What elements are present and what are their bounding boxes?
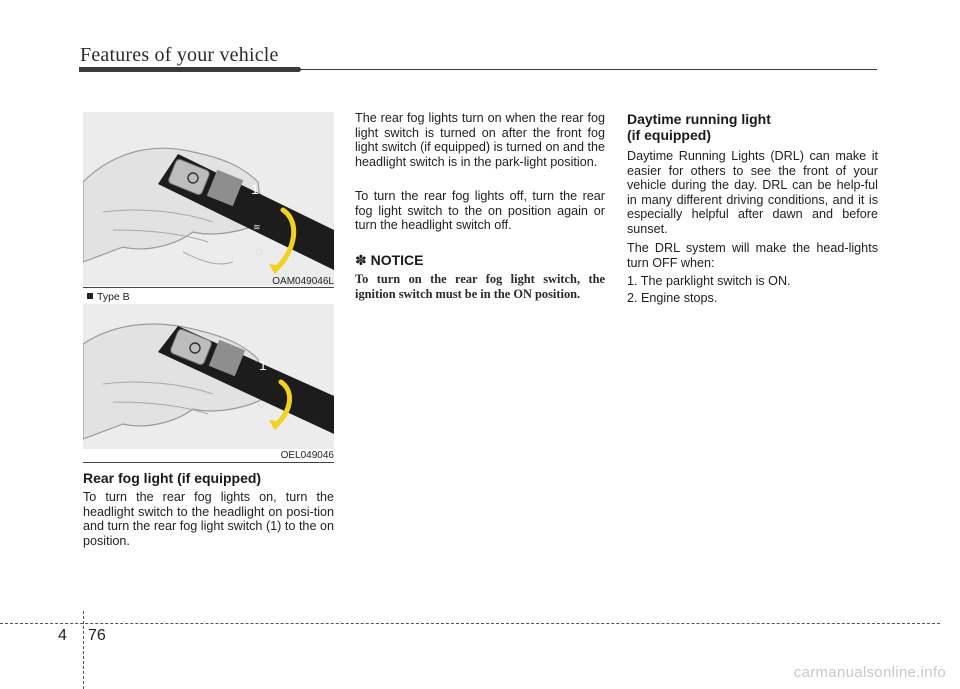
svg-text:≋: ≋	[253, 222, 261, 232]
page-number: 76	[88, 627, 106, 644]
drl-paragraph-2: The DRL system will make the head-lights turn OFF when:	[627, 241, 878, 270]
rear-fog-paragraph-2: The rear fog lights turn on when the rear fog light switch is turned on after the front fog light switch (if equipped) is turned on and the headlight switch is in the park-light position.	[355, 111, 605, 169]
page-title: Features of your vehicle	[80, 44, 279, 66]
figure-code-type-b: OEL049046	[280, 450, 334, 461]
figure-type-a	[83, 112, 334, 286]
drl-list-item-1: 1. The parklight switch is ON.	[627, 274, 791, 288]
callout-number: 1	[251, 181, 259, 197]
drl-heading: Daytime running light (if equipped)	[627, 111, 771, 143]
callout-number: 1	[259, 357, 267, 373]
footer-divider	[83, 611, 84, 689]
header-rule	[300, 69, 877, 70]
headlight-switch-type-b-illustration	[83, 304, 334, 449]
figure-rule	[83, 462, 334, 463]
watermark: carmanualsonline.info	[793, 664, 946, 681]
figure-rule	[83, 287, 334, 288]
figure-code-type-a: OAM049046L	[272, 276, 334, 287]
bullet-square-icon	[87, 293, 93, 299]
notice-title: ✽ NOTICE	[355, 252, 424, 268]
rear-fog-heading: Rear fog light (if equipped)	[83, 470, 262, 486]
notice-text: To turn on the rear fog light switch, the ignition switch must be in the ON position.	[355, 272, 605, 301]
drl-paragraph-1: Daytime Running Lights (DRL) can make it easier for others to see the front of your vehicle during the day. DRL can be help-ful in many different driving conditions, and it is especially helpful after dawn and before sunset.	[627, 149, 878, 236]
header-bar	[79, 67, 301, 72]
drl-list-item-2: 2. Engine stops.	[627, 291, 718, 305]
figure-type-b	[83, 304, 334, 449]
rear-fog-paragraph-3: To turn the rear fog lights off, turn the rear fog light switch to the on position again or turn the headlight switch off.	[355, 189, 605, 233]
footer-rule	[0, 623, 940, 624]
headlight-switch-type-a-illustration	[83, 112, 334, 286]
rear-fog-paragraph-1: To turn the rear fog lights on, turn the headlight switch to the headlight on posi-tion and turn the rear fog light switch (1) to the on position.	[83, 490, 334, 548]
figure-label-type-b: Type B	[87, 291, 130, 303]
chapter-number: 4	[58, 627, 67, 644]
